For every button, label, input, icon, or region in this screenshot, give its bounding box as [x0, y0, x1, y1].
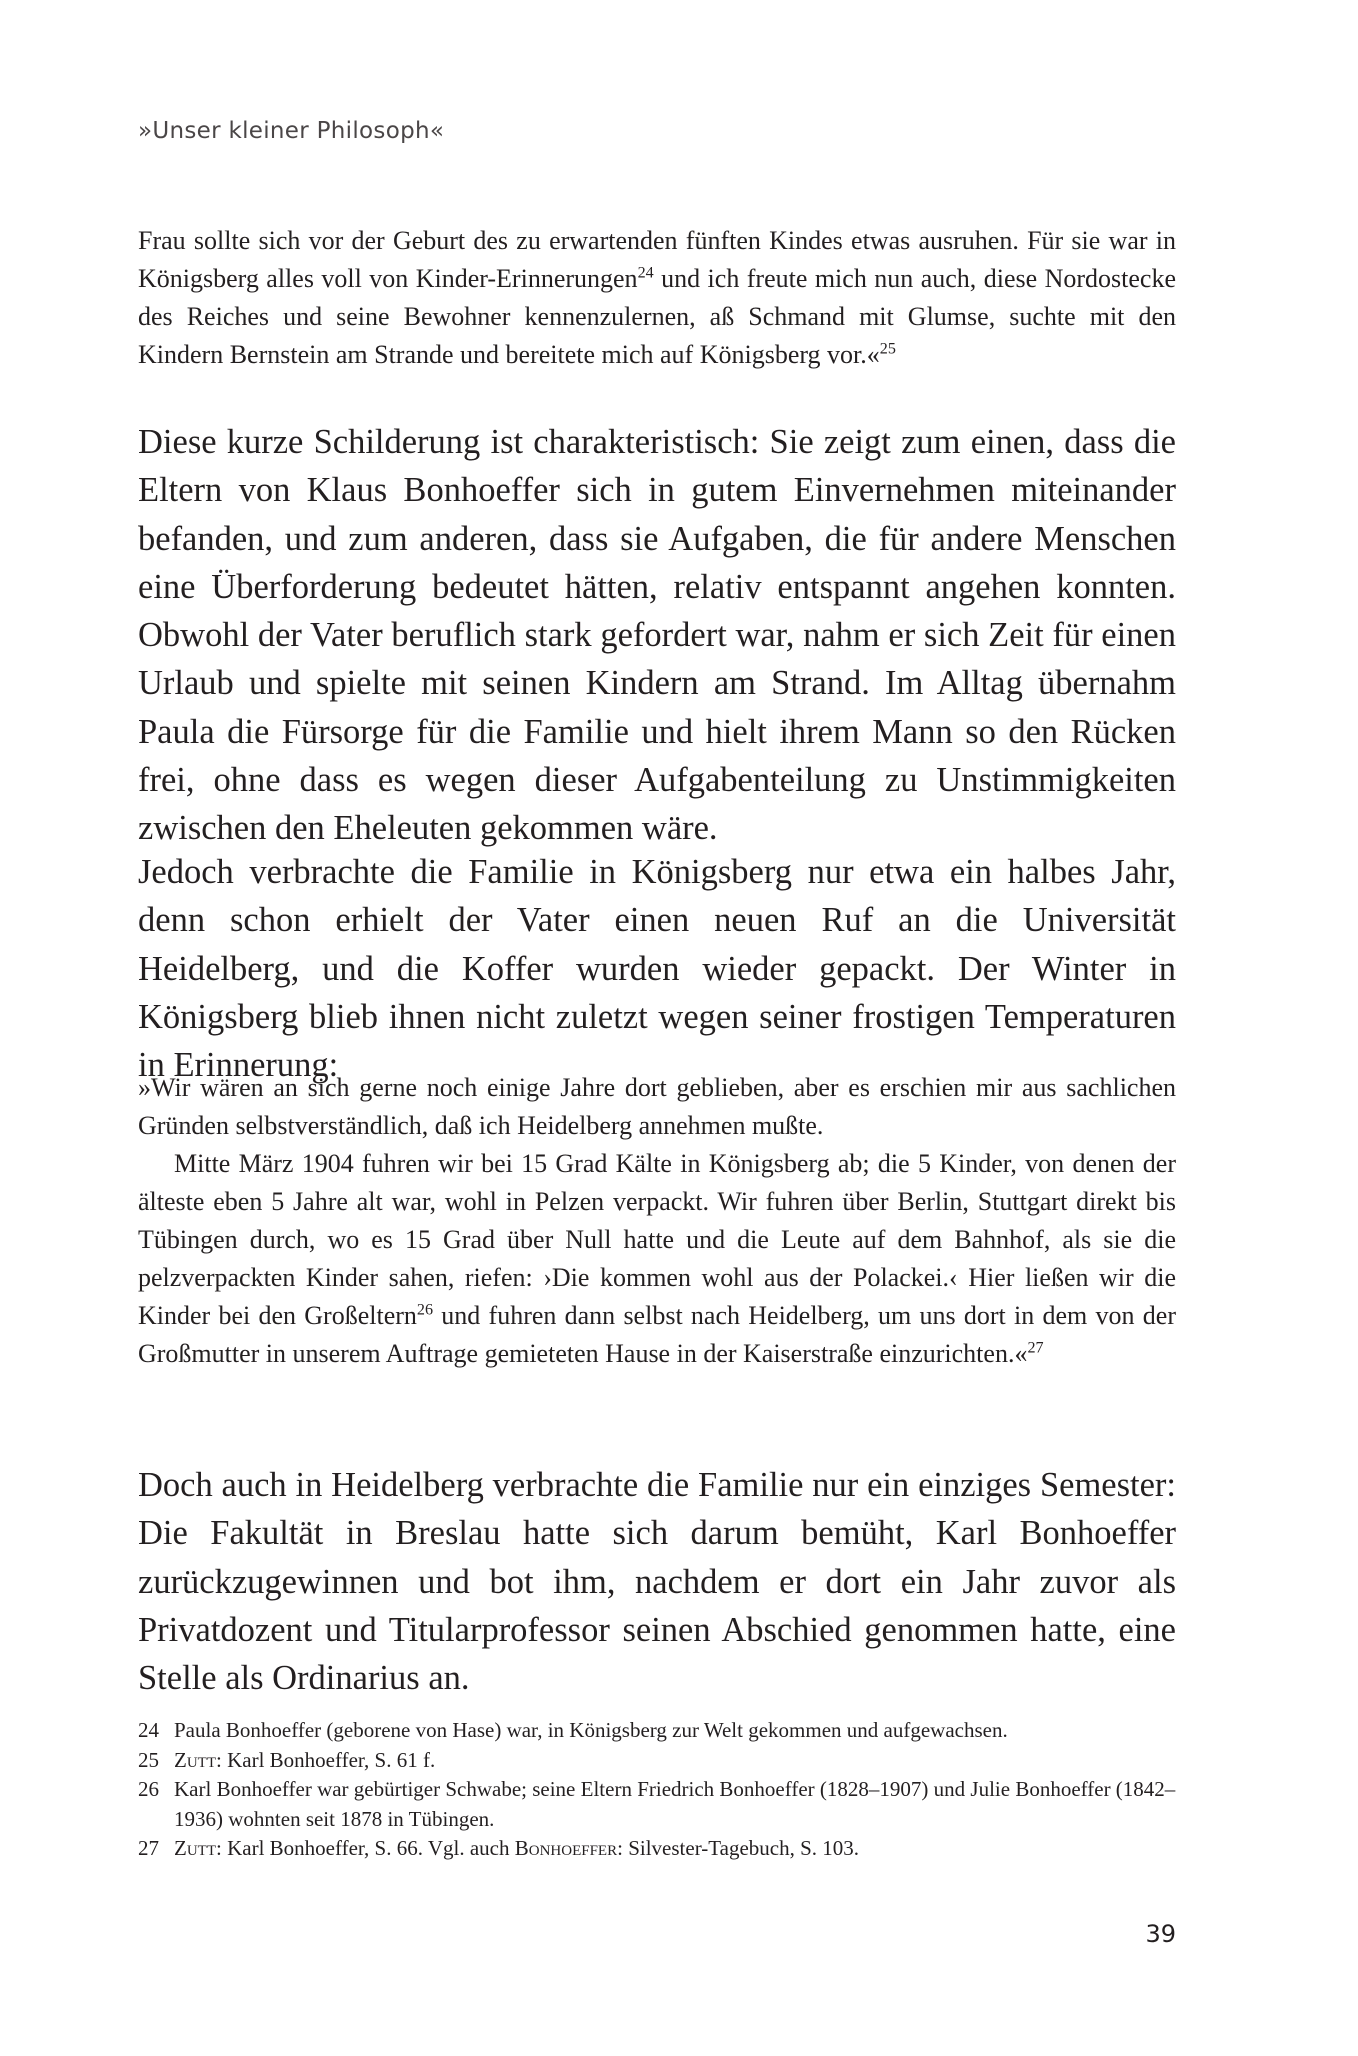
block-quote-1: [138, 222, 1176, 374]
footnote-number: 27: [138, 1836, 159, 1860]
footnote-text: Zutt: Karl Bonhoeffer, S. 61 f.: [174, 1747, 436, 1772]
footnote-author: Zutt: [174, 1747, 216, 1772]
footnote-author: Bonhoeffer: [514, 1836, 618, 1860]
footnote-27: [138, 1834, 1176, 1864]
footnote-text: Paula Bonhoeffer (geborene von Hase) war, in Königsberg zur Welt gekommen und aufgewachsen.: [174, 1718, 1008, 1742]
footnote-ref-27[interactable]: 27: [1027, 1339, 1044, 1357]
footnote-25: [138, 1746, 1176, 1776]
footnote-24: [138, 1716, 1176, 1746]
running-head: »Unser kleiner Philosoph«: [138, 118, 445, 144]
footnote-ref-24[interactable]: 24: [637, 264, 654, 282]
body-paragraph-1: Diese kurze Schilderung ist charakteristisch: Sie zeigt zum einen, dass die Eltern von Klaus Bonhoeffer sich in gutem Einvernehmen miteinander befanden, und zum anderen, dass sie Aufgaben, die für andere Menschen eine Überforderung bedeutet hätten, relativ entspannt angehen konnten. Obwohl der Vater beruflich stark gefordert war, nahm er sich Zeit für einen Urlaub und spielte mit seinen Kindern am Strand. Im Alltag übernahm Paula die Fürsorge für die Familie und hielt ihrem Mann so den Rücken frei, ohne dass es wegen dieser Aufgabenteilung zu Unstimmigkeiten zwischen den Eheleuten gekommen wäre.: [138, 423, 1176, 848]
footnote-text: Zutt: Karl Bonhoeffer, S. 66. Vgl. auch Bonhoeffer: Silvester-Tagebuch, S. 103.: [174, 1836, 860, 1860]
footnote-number: 26: [138, 1777, 159, 1801]
footnotes: [138, 1716, 1176, 1864]
quote-paragraph: Mitte März 1904 fuhren wir bei 15 Grad Kälte in Königsberg ab; die 5 Kinder, von denen der älteste eben 5 Jahre alt war, wohl in Pelzen verpackt. Wir fuhren über Berlin, Stuttgart direkt bis Tübingen durch, wo es 15 Grad über Null hatte und die Leute auf dem Bahnhof, als sie die pelzverpackten Kinder sahen, riefen: ›Die kommen wohl aus der Polackei.‹ Hier ließen wir die Kinder bei den Großeltern$^{26}$ und fuhren dann selbst nach Heidelberg, um uns dort in dem von der Großmutter in unserem Auftrage gemieteten Hause in der Kaiserstraße einzurichten.«$^{27}$: [138, 1149, 1176, 1368]
quote-paragraph: »Wir wären an sich gerne noch einige Jahre dort geblieben, aber es erschien mir aus sachlichen Gründen selbstverständlich, daß ich Heidelberg annehmen mußte.: [138, 1073, 1176, 1140]
footnote-author: Zutt: [174, 1836, 216, 1860]
body-paragraph-3: Doch auch in Heidelberg verbrachte die Familie nur ein einziges Semester: Die Fakultät in Breslau hatte sich darum bemüht, Karl Bonhoeffer zurückzugewinnen und bot ihm, nachdem er dort ein Jahr zuvor als Privatdozent und Titularprofessor seinen Abschied genommen hatte, eine Stelle als Ordinarius an.: [138, 1466, 1176, 1698]
page-number: 39: [1145, 1920, 1176, 1948]
quote-paragraph: Frau sollte sich vor der Geburt des zu erwartenden fünften Kindes etwas ausruhen. Für sie war in Königsberg alles voll von Kinder-Erinnerungen$^{24}$ und ich freute mich nun auch, diese Nordostecke des Reiches und seine Bewohner kennenzulernen, aß Schmand mit Glumse, suchte mit den Kindern Bernstein am Strande und bereitete mich auf Königsberg vor.«$^{25}$: [138, 226, 1176, 369]
footnote-text: Karl Bonhoeffer war gebürtiger Schwabe; seine Eltern Friedrich Bonhoeffer (1828–1907) und Julie Bonhoeffer (1842–1936) wohnten seit 1878 in Tübingen.: [174, 1777, 1176, 1831]
block-quote-2: [138, 1069, 1176, 1373]
footnote-number: 25: [138, 1747, 159, 1772]
footnote-ref-25[interactable]: 25: [879, 340, 896, 358]
footnote-26: [138, 1775, 1176, 1834]
footnote-ref-26[interactable]: 26: [416, 1301, 434, 1319]
body-paragraph-2: Jedoch verbrachte die Familie in Königsberg nur etwa ein halbes Jahr, denn schon erhielt der Vater einen neuen Ruf an die Universität Heidelberg, und die Koffer wurden wieder gepackt. Der Winter in Königsberg blieb ihnen nicht zuletzt wegen seiner frostigen Temperaturen in Erinnerung:: [138, 853, 1176, 1085]
footnote-number: 24: [138, 1718, 159, 1742]
